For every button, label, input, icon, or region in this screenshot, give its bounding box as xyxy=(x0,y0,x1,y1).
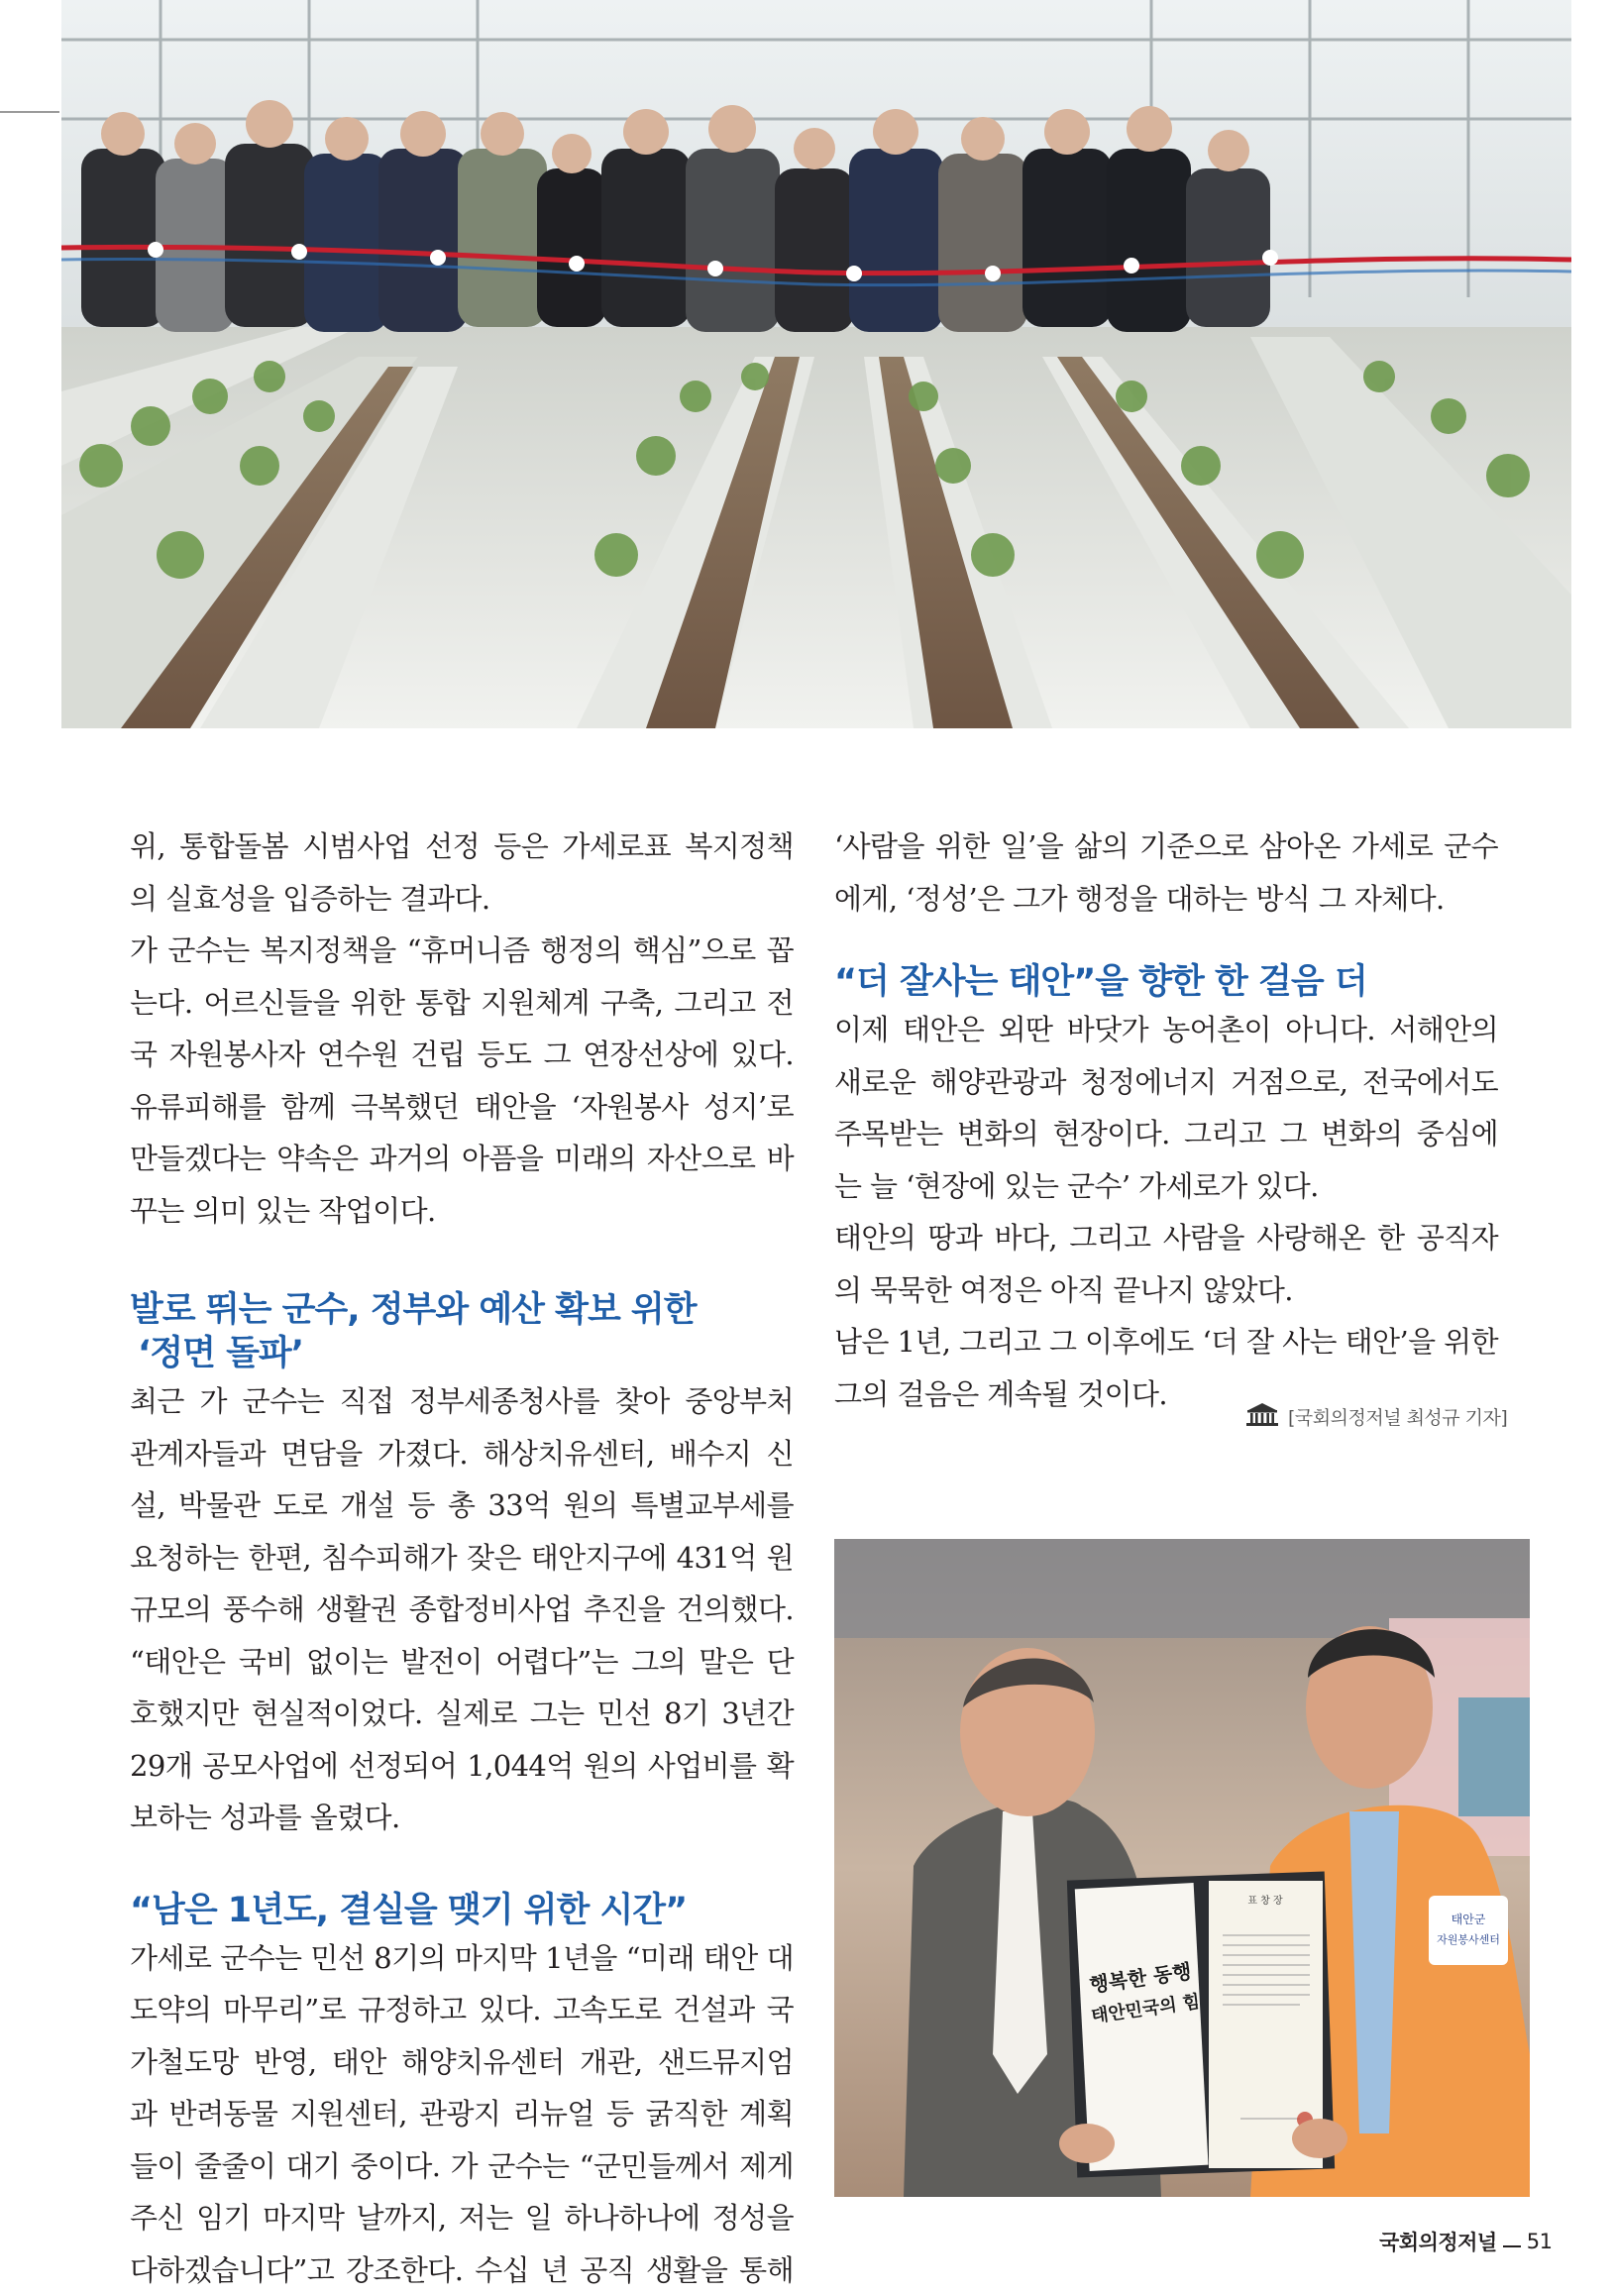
text-line: 설, 박물관 도로 개설 등 총 33억 원의 특별교부세를 xyxy=(130,1479,794,1532)
right-column xyxy=(834,820,1498,1420)
text-line: 들이 줄줄이 대기 중이다. 가 군수는 “군민들께서 제게 xyxy=(130,2140,794,2193)
text-line: 다하겠습니다”고 강조한다. 수십 년 공직 생활을 통해 xyxy=(130,2244,794,2296)
text-line: 가 군수는 복지정책을 “휴머니즘 행정의 핵심”으로 꼽 xyxy=(130,925,794,977)
calligraphy-line: 행복한 동행 xyxy=(1088,1959,1193,1997)
text-line: 에게, ‘정성’은 그가 행정을 대하는 방식 그 자체다. xyxy=(834,873,1498,926)
text-line: 의 묵묵한 여정은 아직 끝나지 않았다. xyxy=(834,1264,1498,1317)
section-heading-budget xyxy=(130,1288,794,1375)
left-column xyxy=(130,820,794,2296)
text-line: 새로운 해양관광과 청정에너지 거점으로, 전국에서도 xyxy=(834,1056,1498,1109)
text-line: 최근 가 군수는 직접 정부세종청사를 찾아 중앙부처 xyxy=(130,1375,794,1428)
text-line: 는다. 어르신들을 위한 통합 지원체계 구축, 그리고 전 xyxy=(130,977,794,1030)
better-taean-paragraph xyxy=(834,1004,1498,1420)
vest-text-line: 태안군 xyxy=(1452,1912,1486,1926)
top-photo-ribbon-cutting xyxy=(61,0,1571,728)
text-line: ‘사람을 위한 일’을 삶의 기준으로 삼아온 가세로 군수 xyxy=(834,820,1498,873)
text-line: 꾸는 의미 있는 작업이다. xyxy=(130,1185,794,1238)
assembly-building-icon xyxy=(1244,1401,1280,1432)
top-left-rule xyxy=(0,111,59,113)
text-line: 는 늘 ‘현장에 있는 군수’ 가세로가 있다. xyxy=(834,1160,1498,1213)
journal-name: 국회의정저널 xyxy=(1379,2227,1497,2256)
text-line: 가철도망 반영, 태안 해양치유센터 개관, 샌드뮤지엄 xyxy=(130,2036,794,2089)
left-intro-paragraph xyxy=(130,820,794,1237)
text-line: 그의 걸음은 계속될 것이다. xyxy=(834,1368,1498,1421)
credit-text: [국회의정저널 최성규 기자] xyxy=(1288,1403,1507,1430)
text-line: 이제 태안은 외딴 바닷가 농어촌이 아니다. 서해안의 xyxy=(834,1004,1498,1056)
text-line: 주신 임기 마지막 날까지, 저는 일 하나하나에 정성을 xyxy=(130,2192,794,2244)
text-line: 가세로 군수는 민선 8기의 마지막 1년을 “미래 태안 대 xyxy=(130,1932,794,1985)
text-line: 관계자들과 면담을 가졌다. 해상치유센터, 배수지 신 xyxy=(130,1428,794,1480)
text-line: 호했지만 현실적이었다. 실제로 그는 민선 8기 3년간 xyxy=(130,1688,794,1740)
bottom-photo-award xyxy=(834,1539,1530,2197)
page-number: 51 xyxy=(1527,2230,1553,2253)
text-line: 과 반려동물 지원센터, 관광지 리뉴얼 등 굵직한 계획 xyxy=(130,2088,794,2140)
reporter-credit xyxy=(1244,1401,1507,1431)
text-line: 국 자원봉사자 연수원 건립 등도 그 연장선상에 있다. xyxy=(130,1029,794,1081)
text-line: 보하는 성과를 올렸다. xyxy=(130,1792,794,1844)
section-heading-remaining-year: “남은 1년도, 결실을 맺기 위한 시간” xyxy=(130,1889,794,1932)
text-line: 주목받는 변화의 현장이다. 그리고 그 변화의 중심에 xyxy=(834,1108,1498,1160)
vest-text-line: 자원봉사센터 xyxy=(1437,1932,1500,1946)
text-line: 의 실효성을 입증하는 결과다. xyxy=(130,873,794,926)
certificate-title: 표 창 장 xyxy=(1247,1894,1283,1907)
budget-paragraph xyxy=(130,1375,794,1844)
calligraphy-line: 태안민국의 힘 xyxy=(1090,1990,1202,2026)
text-line: 만들겠다는 약속은 과거의 아픔을 미래의 자산으로 바 xyxy=(130,1133,794,1185)
text-line: 규모의 풍수해 생활권 종합정비사업 추진을 건의했다. xyxy=(130,1584,794,1636)
text-line: 남은 1년, 그리고 그 이후에도 ‘더 잘 사는 태안’을 위한 xyxy=(834,1316,1498,1368)
text-line: 도약의 마무리”로 규정하고 있다. 고속도로 건설과 국 xyxy=(130,1984,794,2036)
heading-line: 발로 뛰는 군수, 정부와 예산 확보 위한 xyxy=(130,1290,697,1330)
footer-separator xyxy=(1503,2245,1521,2247)
text-line: “태안은 국비 없이는 발전이 어렵다”는 그의 말은 단 xyxy=(130,1636,794,1689)
text-line: 태안의 땅과 바다, 그리고 사람을 사랑해온 한 공직자 xyxy=(834,1212,1498,1264)
right-intro-paragraph xyxy=(834,820,1498,925)
text-line: 유류피해를 함께 극복했던 태안을 ‘자원봉사 성지’로 xyxy=(130,1081,794,1134)
text-line: 요청하는 한편, 침수피해가 잦은 태안지구에 431억 원 xyxy=(130,1532,794,1585)
text-line: 위, 통합돌봄 시범사업 선정 등은 가세로표 복지정책 xyxy=(130,820,794,873)
heading-line: ‘정면 돌파’ xyxy=(138,1334,303,1373)
page-footer xyxy=(1379,2227,1552,2256)
text-line: 29개 공모사업에 선정되어 1,044억 원의 사업비를 확 xyxy=(130,1740,794,1793)
section-heading-better-taean: “더 잘사는 태안”을 향한 한 걸음 더 xyxy=(834,960,1498,1004)
remaining-year-paragraph xyxy=(130,1932,794,2296)
